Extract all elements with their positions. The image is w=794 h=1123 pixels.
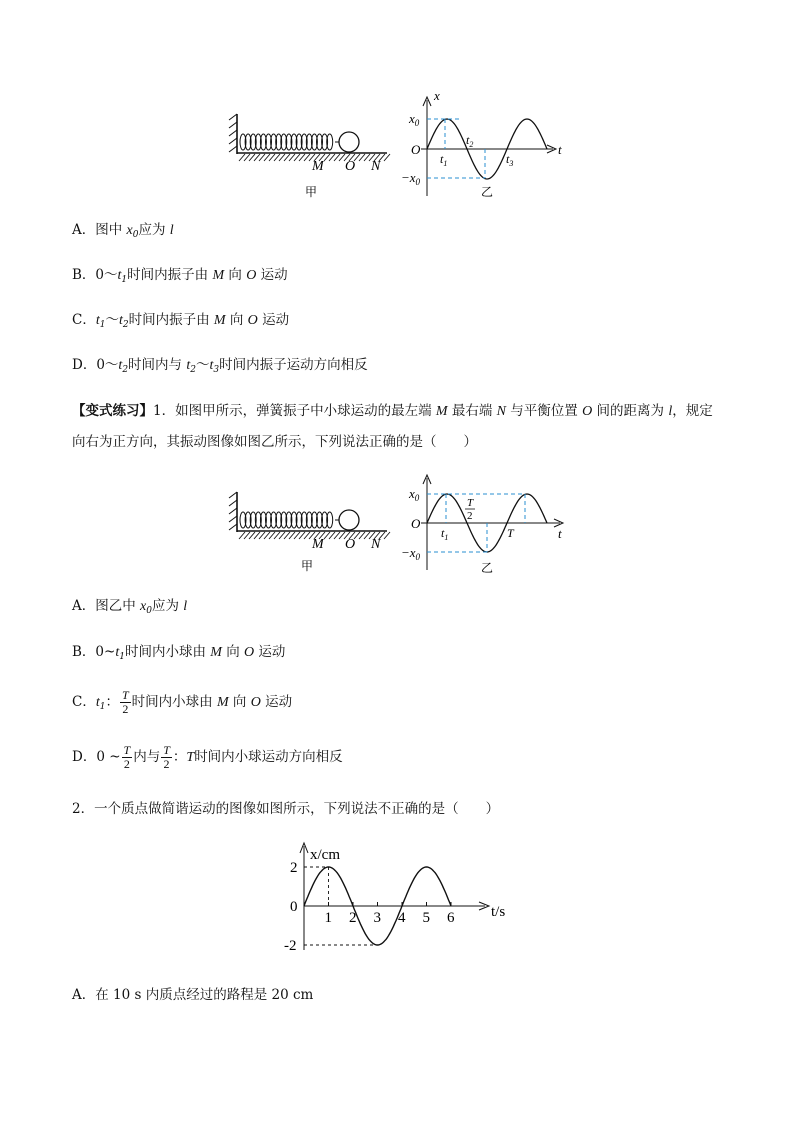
y-tick-label-0: 0	[290, 899, 298, 915]
vibration-graph-1	[401, 92, 562, 199]
x0-label: $x_0$	[409, 111, 420, 128]
y-axis-label: x/cm	[310, 847, 340, 863]
q2-option-b: B．$0\sim t_1$时间内小球由 M 向 O 运动	[72, 644, 286, 662]
axis-t-label: t	[558, 142, 562, 157]
spring-oscillator-diagram-2	[229, 492, 390, 573]
q3-option-a: A．在 10 s 内质点经过的路程是 20 cm	[72, 987, 314, 1003]
x-tick-label-4: 4	[398, 910, 406, 926]
y-tick-label-2: 2	[290, 860, 298, 876]
t1-label: $t_1$	[440, 152, 448, 168]
x0-label: $x_0$	[409, 486, 420, 503]
axis-x-label: x	[434, 92, 440, 103]
t1-label: $t_1$	[441, 526, 449, 542]
figure-3-chart	[280, 838, 520, 958]
x-tick-label-3: 3	[373, 910, 381, 926]
figure-2-svg	[225, 470, 575, 580]
vibration-graph-2	[401, 475, 563, 575]
label-O: O	[345, 537, 356, 552]
caption-jia: 甲	[301, 559, 314, 573]
label-N: N	[371, 159, 381, 174]
x-tick-label-2: 2	[349, 910, 357, 926]
x-tick-label-1: 1	[324, 910, 332, 926]
figure-1-svg	[225, 92, 575, 202]
x-axis-label: t/s	[491, 904, 506, 920]
q2-option-c: C．$t_1$： $\frac{T}{2}$ 时间内小球由 M 向 O 运动	[72, 688, 293, 716]
figure-2	[225, 470, 575, 580]
q2-option-d: D．0 ~ $\frac{T}{2}$ 内与 $\frac{T}{2}$ ：T时间内小球运动方向相反	[72, 743, 343, 771]
q1-option-a: A．图中 $x_0$应为 l	[72, 222, 174, 240]
fraction-T-over-2: $\frac{T}{2}$	[121, 688, 129, 716]
axis-t-label: t	[558, 526, 562, 541]
y-tick-label--2: -2	[284, 938, 297, 954]
x-tick-label-6: 6	[447, 910, 455, 926]
neg-x0-label: $-x_0$	[401, 170, 421, 187]
label-N: N	[371, 537, 381, 552]
variant-stem-line1: 【变式练习】1．如图甲所示，弹簧振子中小球运动的最左端 M 最右端 N 与平衡位置 O 间的距离为 l，规定	[72, 403, 713, 419]
label-M: M	[312, 537, 324, 552]
half-T-num: T	[467, 497, 474, 509]
figure-1	[225, 92, 575, 202]
half-T-den: 2	[467, 510, 473, 522]
q1-option-c: C．$t_1\sim t_2$时间内振子由 M 向 O 运动	[72, 312, 290, 330]
q3-stem: 2．一个质点做简谐运动的图像如图所示，下列说法不正确的是（ ）	[72, 801, 500, 817]
q2-option-a: A．图乙中 $x_0$应为 l	[72, 598, 188, 616]
caption-yi: 乙	[481, 185, 494, 199]
caption-yi: 乙	[481, 561, 494, 575]
label-O: O	[345, 159, 356, 174]
origin-label: O	[411, 516, 421, 531]
label-M: M	[312, 159, 324, 174]
T-label: T	[507, 526, 514, 540]
variant-tag: 【变式练习】	[72, 403, 153, 419]
fraction-T-over-2: $\frac{T}{2}$	[163, 743, 170, 771]
x-tick-label-5: 5	[422, 910, 430, 926]
q1-option-d: D．$0\sim t_2$时间内与 $t_2\sim t_3$时间内振子运动方向相反	[72, 357, 368, 375]
t3-label: $t_3$	[506, 152, 514, 168]
spring-oscillator-diagram-1	[229, 114, 390, 199]
neg-x0-label: $-x_0$	[401, 545, 421, 562]
displacement-time-chart	[280, 838, 520, 958]
q1-option-b: B．$0\sim t_1$时间内振子由 M 向 O 运动	[72, 267, 288, 285]
caption-jia: 甲	[305, 185, 318, 199]
t2-label: $t_2$	[466, 133, 474, 149]
origin-label: O	[411, 142, 421, 157]
variant-stem-line2: 向右为正方向，其振动图像如图乙所示，下列说法正确的是（ ）	[72, 434, 477, 450]
fraction-T-over-2: $\frac{T}{2}$	[123, 743, 131, 771]
